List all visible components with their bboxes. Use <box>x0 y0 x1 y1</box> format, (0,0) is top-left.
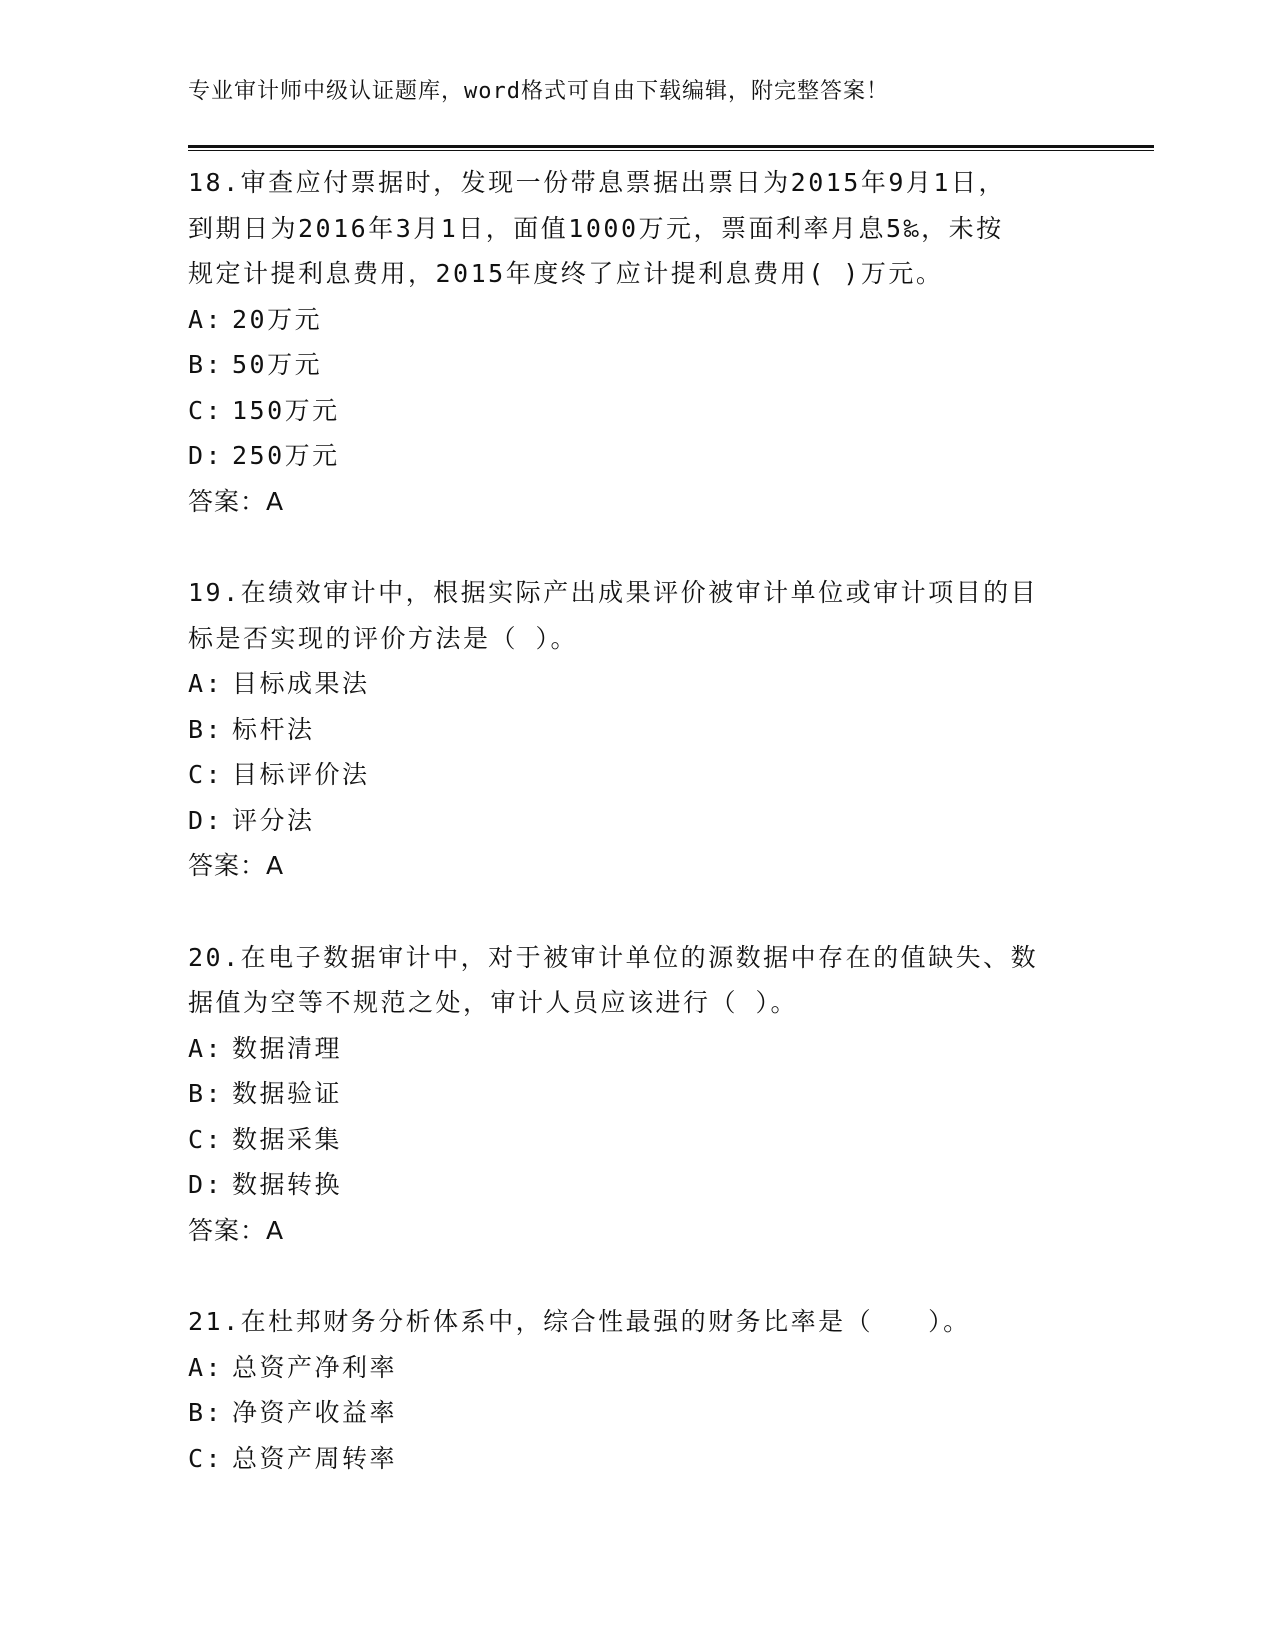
question-text-line: 20.在电子数据审计中，对于被审计单位的源数据中存在的值缺失、数 <box>188 942 1039 972</box>
option-text: 数据转换 <box>232 1170 343 1199</box>
option-a <box>188 661 1088 707</box>
option-a <box>188 1345 1088 1391</box>
option-b <box>188 342 1088 388</box>
option-a <box>188 1026 1088 1072</box>
option-a <box>188 297 1088 343</box>
option-key: C: <box>188 1443 224 1473</box>
question-text-line: 18.审查应付票据时，发现一份带息票据出票日为2015年9月1日， <box>188 168 1006 197</box>
option-b <box>188 707 1088 753</box>
question-text-line: 到期日为2016年3月1日，面值1000万元，票面利率月息5‰，未按 <box>188 213 1004 243</box>
option-key: A: <box>188 669 224 698</box>
option-text: 数据验证 <box>232 1079 343 1108</box>
question-20 <box>188 935 1088 1254</box>
option-key: C: <box>188 395 224 425</box>
option-key: D: <box>188 441 224 470</box>
answer-line: 答案：A <box>188 1215 285 1245</box>
answer-line: 答案：A <box>188 851 285 880</box>
option-key: D: <box>188 805 224 835</box>
question-text-line: 规定计提利息费用，2015年度终了应计提利息费用( )万元。 <box>188 259 944 288</box>
option-text: 150万元 <box>232 395 340 425</box>
question-text-line: 据值为空等不规范之处，审计人员应该进行（ ）。 <box>188 988 799 1017</box>
option-text: 净资产收益率 <box>232 1398 398 1427</box>
option-key: B: <box>188 1079 224 1108</box>
option-key: A: <box>188 304 224 334</box>
option-key: C: <box>188 1124 224 1154</box>
answer-line: 答案：A <box>188 486 285 516</box>
option-text: 数据清理 <box>232 1033 343 1063</box>
option-text: 总资产周转率 <box>232 1443 398 1473</box>
question-text-line: 标是否实现的评价方法是（ ）。 <box>188 623 579 653</box>
question-list <box>188 160 1088 1527</box>
question-21 <box>188 1299 1088 1481</box>
option-key: A: <box>188 1352 224 1382</box>
option-c <box>188 752 1088 798</box>
option-text: 数据采集 <box>232 1124 343 1154</box>
option-key: A: <box>188 1033 224 1063</box>
page-header: 专业审计师中级认证题库，word格式可自由下载编辑，附完整答案！ <box>188 79 889 104</box>
option-d <box>188 1162 1088 1208</box>
option-text: 目标成果法 <box>232 669 370 698</box>
option-text: 总资产净利率 <box>232 1352 398 1382</box>
option-c <box>188 1436 1088 1482</box>
question-19 <box>188 570 1088 889</box>
option-text: 50万元 <box>232 350 323 379</box>
question-text-line: 19.在绩效审计中，根据实际产出成果评价被审计单位或审计项目的目 <box>188 578 1039 607</box>
option-key: B: <box>188 350 224 379</box>
question-18 <box>188 160 1088 524</box>
option-text: 评分法 <box>232 805 315 835</box>
option-b <box>188 1071 1088 1117</box>
header-rule-thick <box>188 145 1154 148</box>
option-text: 标杆法 <box>232 714 315 744</box>
header-rule-thin <box>188 150 1154 151</box>
option-b <box>188 1390 1088 1436</box>
option-text: 目标评价法 <box>232 760 370 789</box>
option-text: 20万元 <box>232 304 323 334</box>
option-d <box>188 798 1088 844</box>
option-key: C: <box>188 760 224 789</box>
option-key: B: <box>188 714 224 744</box>
question-text-line: 21.在杜邦财务分析体系中，综合性最强的财务比率是（ ）。 <box>188 1307 971 1336</box>
option-text: 250万元 <box>232 441 340 470</box>
option-key: B: <box>188 1398 224 1427</box>
option-c <box>188 388 1088 434</box>
option-key: D: <box>188 1170 224 1199</box>
option-c <box>188 1117 1088 1163</box>
option-d <box>188 433 1088 479</box>
